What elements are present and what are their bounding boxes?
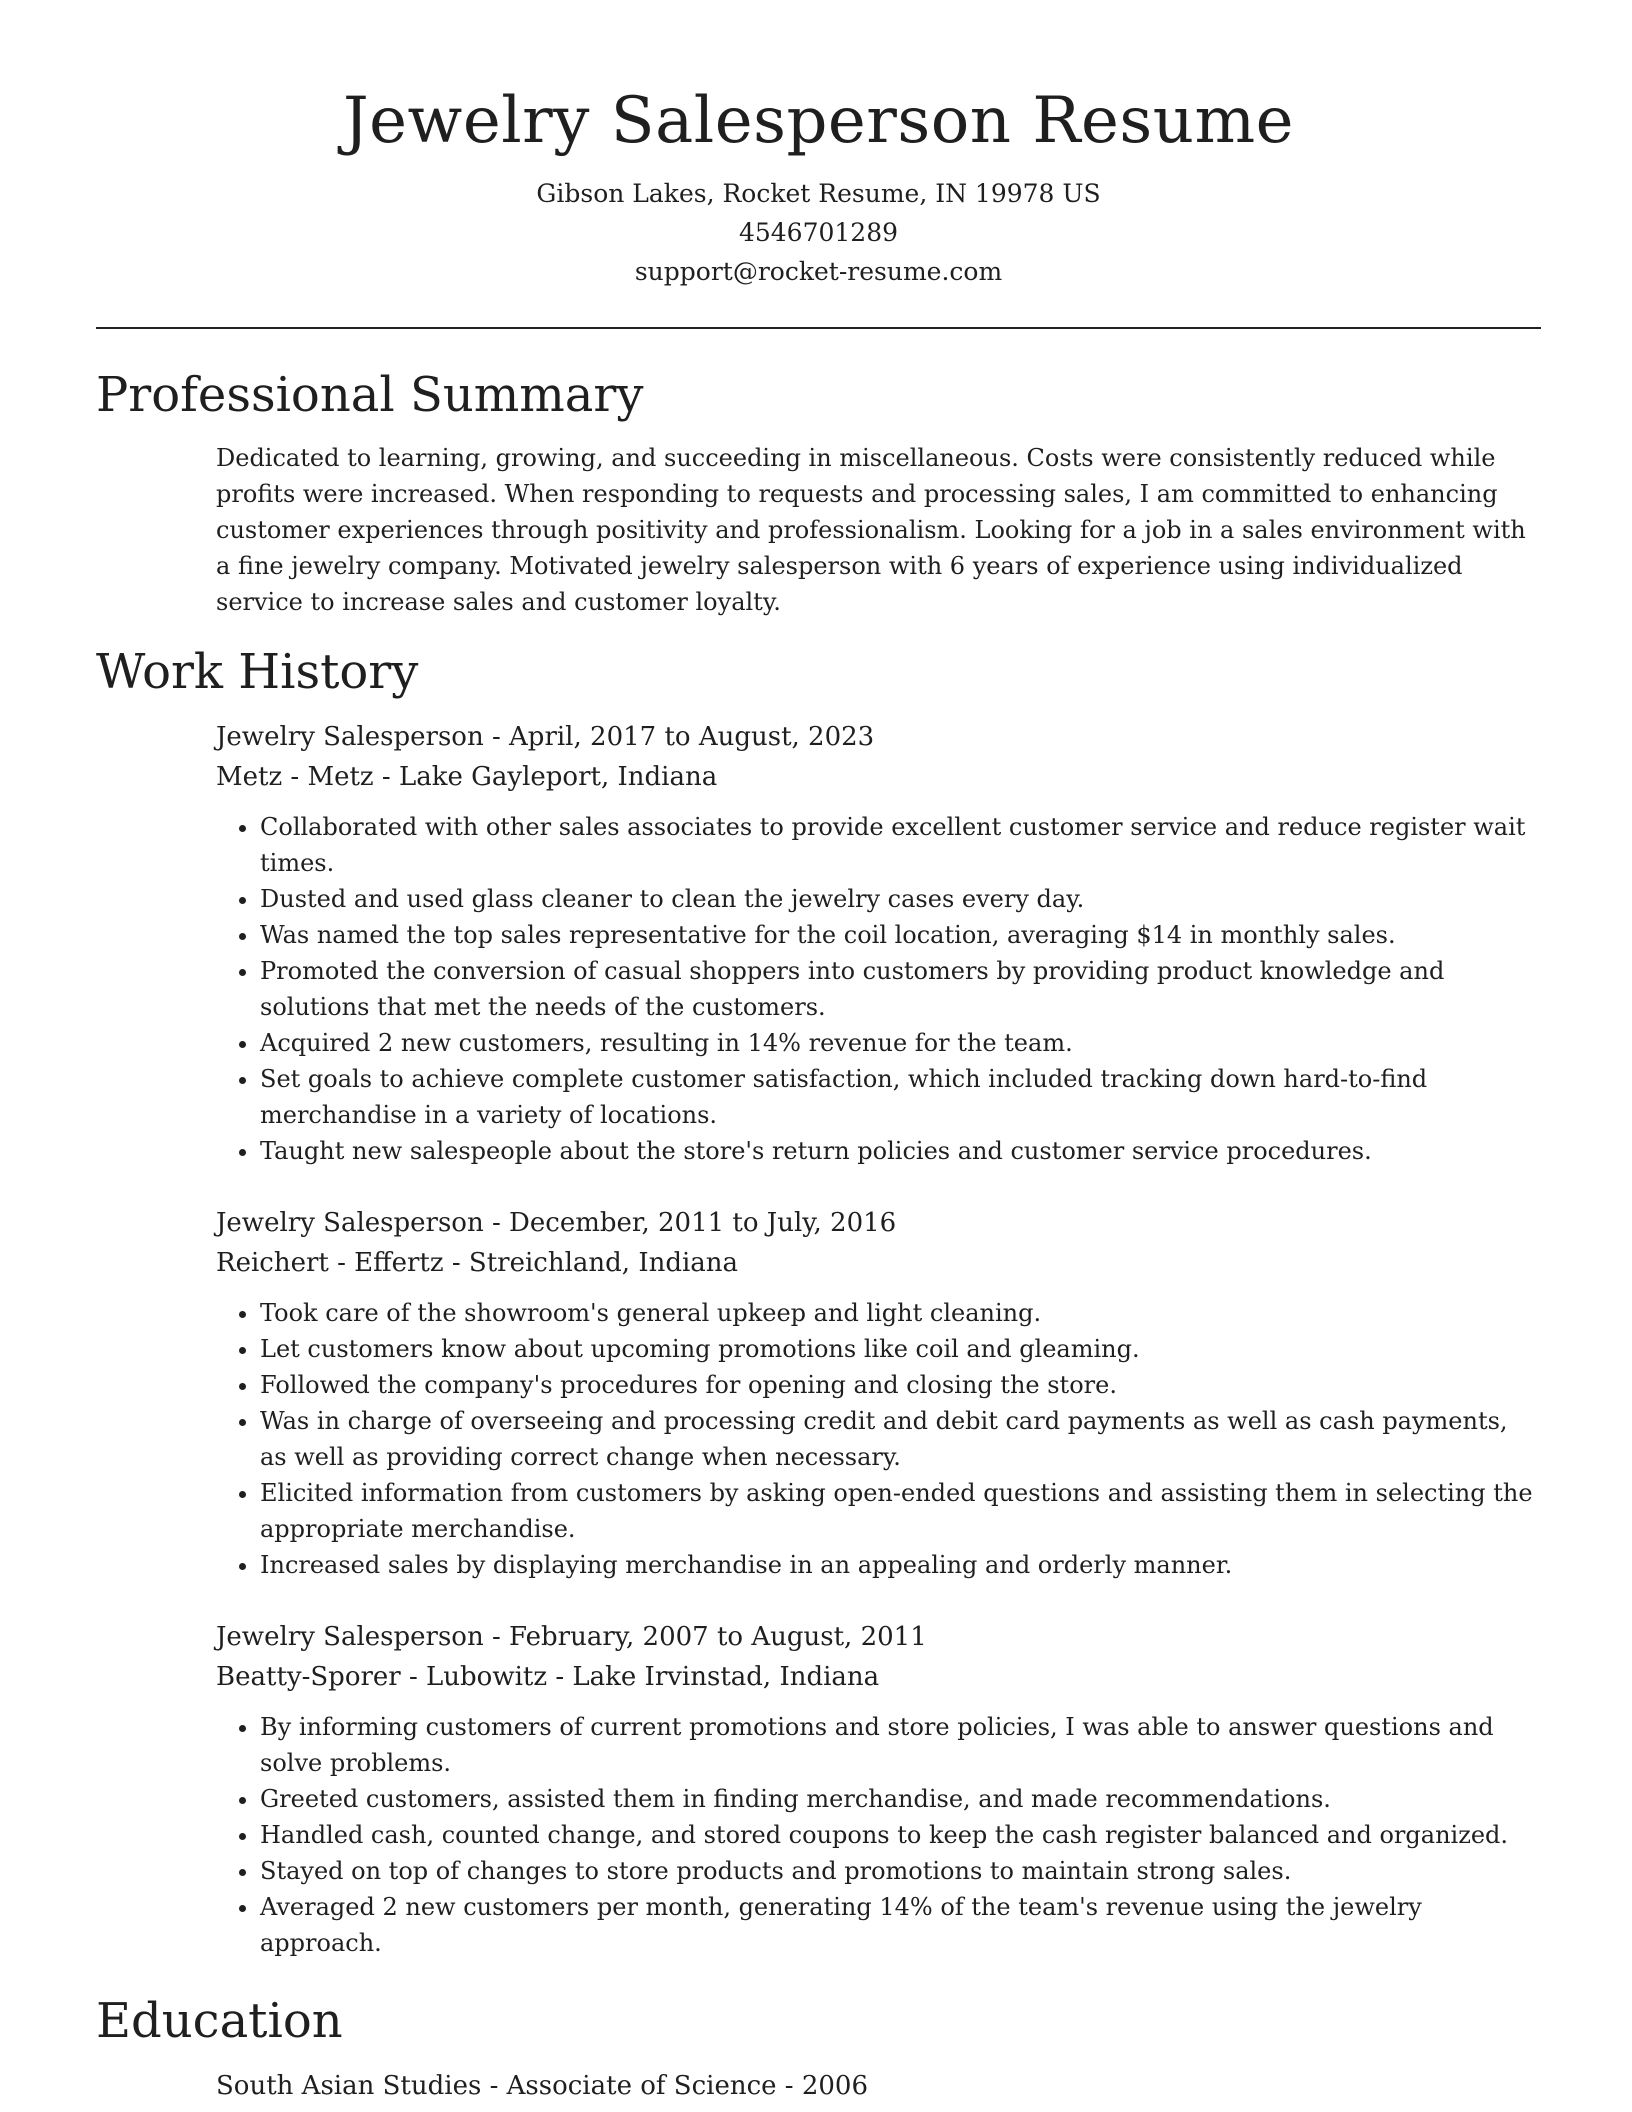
summary-text: Dedicated to learning, growing, and succeeding in miscellaneous. Costs were consistently reduced while profits were increased. When responding to requests and processing sales, I am committed to enhancing customer experiences through positivity and professionalism. Looking for a job in a sales environment with a fine jewelry company. Motivated jewelry salesperson with 6 years of experience using individualized service to increase sales and customer loyalty. bbox=[216, 444, 1526, 617]
job-duty: • Set goals to achieve complete customer satisfaction, which included tracking down hard-to-find merchandise in a variety of locations. bbox=[260, 1061, 1541, 1133]
education-heading: Education bbox=[96, 1992, 343, 2049]
job-duty: • Let customers know about upcoming promotions like coil and gleaming. bbox=[260, 1331, 1541, 1367]
job-title: Jewelry Salesperson - April, 2017 to August, 2023 bbox=[216, 721, 875, 752]
job-company: Beatty-Sporer - Lubowitz - Lake Irvinstad, Indiana bbox=[216, 1661, 880, 1692]
resume-page bbox=[96, 80, 1541, 2106]
header-divider bbox=[96, 327, 1541, 329]
job-duty: • Took care of the showroom's general upkeep and light cleaning. bbox=[260, 1295, 1541, 1331]
resume-header bbox=[96, 86, 1541, 291]
summary-section bbox=[96, 369, 1541, 620]
job-duty: • Handled cash, counted change, and stored coupons to keep the cash register balanced and organized. bbox=[260, 1817, 1541, 1853]
job-duty: • Greeted customers, assisted them in finding merchandise, and made recommendations. bbox=[260, 1781, 1541, 1817]
job-duty: • Followed the company's procedures for opening and closing the store. bbox=[260, 1367, 1541, 1403]
work-history-heading: Work History bbox=[96, 644, 419, 701]
job-duty: • Elicited information from customers by asking open-ended questions and assisting them in selecting the appropriate merchandise. bbox=[260, 1475, 1541, 1547]
summary-heading: Professional Summary bbox=[96, 367, 644, 424]
resume-title: Jewelry Salesperson Resume bbox=[343, 84, 1294, 158]
job-entry bbox=[216, 1203, 1541, 1583]
job-duty: • Was named the top sales representative for the coil location, averaging $14 in monthly sales. bbox=[260, 917, 1541, 953]
education-entry: South Asian Studies - Associate of Science - 2006 bbox=[216, 2070, 869, 2101]
job-company: Reichert - Effertz - Streichland, Indiana bbox=[216, 1247, 739, 1278]
education-section bbox=[96, 1992, 1541, 2106]
job-duty: • Promoted the conversion of casual shoppers into customers by providing product knowledge and solutions that met the needs of the customers. bbox=[260, 953, 1541, 1025]
job-duty: • Dusted and used glass cleaner to clean the jewelry cases every day. bbox=[260, 881, 1541, 917]
job-duty: • Acquired 2 new customers, resulting in 14% revenue for the team. bbox=[260, 1025, 1541, 1061]
job-duties-list bbox=[216, 1295, 1541, 1583]
job-entry bbox=[216, 1617, 1541, 1961]
job-duties-list bbox=[216, 1709, 1541, 1961]
job-duty: • Collaborated with other sales associates to provide excellent customer service and reduce register wait times. bbox=[260, 809, 1541, 881]
contact-email: support@rocket-resume.com bbox=[634, 257, 1003, 287]
job-duty: • By informing customers of current promotions and store policies, I was able to answer questions and solve problems. bbox=[260, 1709, 1541, 1781]
job-title: Jewelry Salesperson - December, 2011 to July, 2016 bbox=[216, 1207, 897, 1238]
job-duty: • Was in charge of overseeing and processing credit and debit card payments as well as cash payments, as well as providing correct change when necessary. bbox=[260, 1403, 1541, 1475]
job-title: Jewelry Salesperson - February, 2007 to August, 2011 bbox=[216, 1621, 927, 1652]
job-duties-list bbox=[216, 809, 1541, 1169]
job-entry bbox=[216, 717, 1541, 1169]
contact-address: Gibson Lakes, Rocket Resume, IN 19978 US bbox=[536, 179, 1101, 209]
contact-phone: 4546701289 bbox=[738, 218, 899, 248]
job-duty: • Taught new salespeople about the store's return policies and customer service procedures. bbox=[260, 1133, 1541, 1169]
job-company: Metz - Metz - Lake Gayleport, Indiana bbox=[216, 761, 718, 792]
job-duty: • Increased sales by displaying merchandise in an appealing and orderly manner. bbox=[260, 1547, 1541, 1583]
job-duty: • Stayed on top of changes to store products and promotions to maintain strong sales. bbox=[260, 1853, 1541, 1889]
work-history-section bbox=[96, 646, 1541, 1961]
job-duty: • Averaged 2 new customers per month, generating 14% of the team's revenue using the jewelry approach. bbox=[260, 1889, 1541, 1961]
